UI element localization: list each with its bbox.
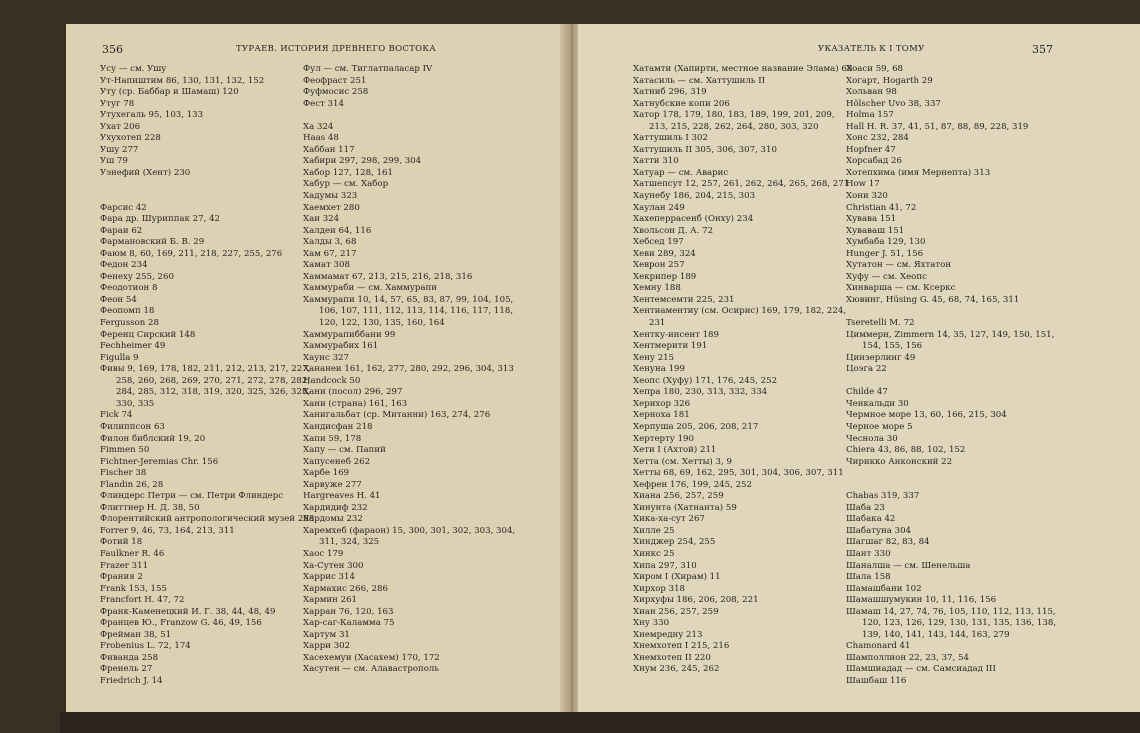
index-entry: Хапусенеб 262 [303,456,371,467]
index-entry: Tseretelli M. 72 [846,318,915,329]
index-entry: Хатор 178, 179, 180, 183, 189, 199, 201, 209, [633,110,835,121]
index-column [846,64,1086,688]
index-entry: Хиром I (Хирам) 11 [633,572,721,583]
index-entry: Хаттушиль II 305, 306, 307, 310 [633,144,777,155]
index-entry: Хорсабад 26 [846,156,902,167]
index-entry: Хольван 98 [846,87,897,98]
index-entry: Фиванда 258 [100,652,159,663]
index-entry: Хинунта (Хатнанта) 59 [633,502,737,513]
index-entry: Ут-Напиштим 86, 130, 131, 132, 152 [100,75,265,86]
index-entry: Хеврон 257 [633,260,685,271]
index-entry: Фараи 62 [100,225,143,236]
index-entry: Хани (страна) 161, 163 [303,398,408,409]
index-entry: Феофраст 251 [303,75,367,86]
index-entry: Халды 3, 68 [303,237,357,248]
index-entry: Хепра 180, 230, 313, 332, 334 [633,387,768,398]
index-entry: Хардидиф 232 [303,502,368,513]
index-entry-continuation: 311, 324, 325 [319,537,380,548]
entry-gap [846,306,1086,318]
index-entry: Хнум 236, 245, 262 [633,664,720,675]
index-entry: Утуг 78 [100,98,135,109]
entry-gap [846,376,1086,388]
index-entry: Хефрен 176, 199, 245, 252 [633,479,752,490]
index-entry: Фаюм 8, 60, 169, 211, 218, 227, 255, 276 [100,248,283,259]
index-entry: Харвуже 277 [303,479,362,490]
index-entry-continuation: 284, 285, 312, 318, 319, 320, 325, 326, 328, [116,387,311,398]
running-head: УКАЗАТЕЛЬ К I ТОМУ [818,44,925,54]
index-entry: Хаммамат 67, 213, 215, 216, 218, 316 [303,271,473,282]
index-entry: Цинзерлинг 49 [846,352,916,363]
index-entry: Хетта (см. Хетты) 3, 9 [633,456,732,467]
index-entry: Хекрипер 189 [633,271,697,282]
index-entry: Черное море 5 [846,421,913,432]
index-entry: Хирхор 318 [633,583,686,594]
index-column [633,64,853,676]
index-entry: Хнемхотеп I 215, 216 [633,641,730,652]
index-entry: Фармановский Б. В. 29 [100,237,205,248]
page-number: 357 [1032,43,1053,56]
index-entry: Францев Ю., Franzow G. 46, 49, 156 [100,618,262,629]
index-entry: Хика-ха-сут 267 [633,514,705,525]
index-entry: Forrer 9, 46, 73, 164, 213, 311 [100,525,235,536]
index-entry: Уш 79 [100,156,128,167]
index-entry: Handcock 50 [303,375,361,386]
index-entry: Ханигальбат (ср. Митанни) 163, 274, 276 [303,410,491,421]
index-entry: Хоаси 59, 68 [846,64,904,74]
index-entry: Циммерн, Zimmern 14, 35, 127, 149, 150, 151, [846,329,1055,340]
index-entry: Хатшепсут 12, 257, 261, 262, 264, 265, 268, 271 [633,179,850,190]
index-entry: Хаттушиль I 302 [633,133,708,144]
index-entry: Шабатуна 304 [846,525,912,536]
index-entry: Хардомы 232 [303,514,363,525]
index-entry: Chabas 319, 337 [846,491,920,502]
index-entry: Шамашбани 102 [846,583,922,594]
index-entry: Хутатон — см. Яхтатон [846,260,952,271]
index-entry: Филиппсон 63 [100,421,165,432]
index-entry: Хаулан 249 [633,202,685,213]
index-entry-continuation: 139, 140, 141, 143, 144, 163, 279 [862,629,1010,640]
entry-gap [100,191,330,203]
index-entry: Фест 314 [303,98,344,109]
index-entry: Хипа 297, 310 [633,560,697,571]
index-entry: Хентку-инсент 189 [633,329,719,340]
index-entry: Хиан 256, 257, 259 [633,606,719,617]
index-entry: Филон библский 19, 20 [100,433,206,444]
index-entry-continuation: 330, 335 [116,398,155,409]
index-entry: Hölscher Uvo 38, 337 [846,98,941,109]
index-entry: Цоэга 22 [846,364,887,375]
index-entry: Хабур — см. Хабор [303,179,389,190]
index-entry: Чеснола 30 [846,433,898,444]
index-entry: Хатуар — см. Аварис [633,167,729,178]
index-column [303,64,565,676]
index-entry: Хети I (Ахтой) 211 [633,445,717,456]
index-column [100,64,330,688]
index-entry: Хапи 59, 178 [303,433,362,444]
index-entry: Фарсис 42 [100,202,147,213]
index-entry: Хаббан 117 [303,144,355,155]
index-entry: Франия 2 [100,572,143,583]
entry-gap [846,480,1086,492]
index-entry: Fichtner-Jeremias Chr. 156 [100,456,219,467]
index-entry: Хасехемуи (Хасахем) 170, 172 [303,652,440,663]
running-head: ТУРАЕВ. ИСТОРИЯ ДРЕВНЕГО ВОСТОКА [236,44,437,54]
index-entry: Херноха 181 [633,410,690,421]
index-entry: Хвольсон Д. А. 72 [633,225,714,236]
index-entry-continuation: 106, 107, 111, 112, 113, 114, 116, 117, 118, [319,306,514,317]
index-entry: Шамполлион 22, 23, 37, 54 [846,652,969,663]
index-entry-continuation: 231 [649,318,666,329]
index-entry: Утухегаль 95, 103, 133 [100,110,204,121]
index-entry: Holma 157 [846,110,894,121]
index-entry: Childe 47 [846,387,888,398]
index-entry: Hunger J. 51, 156 [846,248,924,259]
index-entry: Хинкс 25 [633,548,675,559]
index-entry: Хандисфан 218 [303,421,373,432]
index-entry: Херпуша 205, 206, 208, 217 [633,421,759,432]
index-entry: Шамшиадад — см. Самсиадад III [846,664,996,675]
index-entry: Хуфу — см. Хеопс [846,271,927,282]
index-entry: Хаммураби — см. Хаммурапи [303,283,437,294]
index-entry: Fick 74 [100,410,133,421]
index-entry: Чермное море 13, 60, 166, 215, 304 [846,410,1007,421]
page-edge [60,712,1140,733]
index-entry: Харри 302 [303,641,351,652]
index-entry: Хебсед 197 [633,237,684,248]
index-entry: Хену 215 [633,352,675,363]
index-entry: Херихор 326 [633,398,691,409]
index-entry: Уэнефий (Хент) 230 [100,167,191,178]
entry-gap [846,468,1086,480]
index-entry: How 17 [846,179,880,190]
index-entry: Хинварша — см. Ксеркс [846,283,956,294]
index-entry: Феопомп 18 [100,306,155,317]
index-entry: Hall H. R. 37, 41, 51, 87, 88, 89, 228, 319 [846,121,1029,132]
index-entry: Хам 67, 217 [303,248,357,259]
index-entry: Шамаш 14, 27, 74, 76, 105, 110, 112, 113, 115, [846,606,1056,617]
index-entry: Фотий 18 [100,537,143,548]
index-entry: Шаба 23 [846,502,885,513]
index-entry: Ха-Сутен 300 [303,560,364,571]
index-entry: Хотепхима (имя Мернепта) 313 [846,167,991,178]
index-entry: Хуваваш 151 [846,225,905,236]
index-entry: Халдеи 64, 116 [303,225,372,236]
index-entry: Хертерту 190 [633,433,694,444]
index-entry: Феодотион 8 [100,283,158,294]
index-entry: Хармин 261 [303,595,358,606]
index-entry: Шант 330 [846,548,891,559]
index-entry: Хумбаба 129, 130 [846,237,926,248]
index-entry: Чирикко Анконский 22 [846,456,953,467]
entry-gap [100,179,330,191]
index-entry: Флорентийский антропологический музей 208 [100,514,315,525]
index-entry: Шала 158 [846,572,891,583]
index-entry: Хаи 324 [303,214,340,225]
index-entry: Хамат 308 [303,260,350,271]
index-entry: Frank 153, 155 [100,583,167,594]
index-entry: Хювинг, Hüsing G. 45, 68, 74, 165, 311 [846,294,1020,305]
index-entry: Chiera 43, 86, 88, 102, 152 [846,445,966,456]
index-entry: Хаммурапи 10, 14, 57, 65, 83, 87, 99, 104, 105, [303,294,514,305]
index-entry: Фуфмосис 258 [303,87,369,98]
index-entry: Хатниб 296, 319 [633,87,707,98]
right-page [578,24,1140,714]
index-entry: Хеопс (Хуфу) 171, 176, 245, 252 [633,375,778,386]
index-entry: Ха 324 [303,121,334,132]
index-entry: Хувава 151 [846,214,897,225]
index-entry: Фрейман 38, 51 [100,629,172,640]
index-entry: Хабор 127, 128, 161 [303,167,393,178]
index-entry: Хадумы 323 [303,191,358,202]
index-entry: Хнемредну 213 [633,629,703,640]
index-entry: Flandin 26, 28 [100,479,164,490]
index-entry: Ухат 206 [100,121,141,132]
index-entry-continuation: 120, 123, 126, 129, 130, 131, 135, 136, 138, [862,618,1057,629]
index-entry: Friedrich J. 14 [100,675,163,686]
index-entry: Хетты 68, 69, 162, 295, 301, 304, 306, 307, 311 [633,468,844,479]
index-entry: Хнемхотеп II 220 [633,652,711,663]
index-entry: Ченкальди 30 [846,398,909,409]
index-entry: Хартум 31 [303,629,350,640]
index-entry-continuation: 120, 122, 130, 135, 160, 164 [319,318,445,329]
index-entry: Хананеи 161, 162, 277, 280, 292, 296, 304, 313 [303,364,514,375]
index-entry: Харрис 314 [303,572,355,583]
index-entry: Frazer 311 [100,560,149,571]
index-entry: Хилле 25 [633,525,675,536]
index-entry: Хаммурабих 161 [303,341,379,352]
index-entry: Хентиаментиу (см. Осирис) 169, 179, 182, 224, [633,306,847,317]
index-entry: Хентемсемти 225, 231 [633,294,735,305]
index-entry: Hopfner 47 [846,144,896,155]
index-entry-continuation: 154, 155, 156 [862,341,923,352]
index-entry: Флиттнер Н. Д. 38, 50 [100,502,200,513]
index-entry: Хаос 179 [303,548,344,559]
index-entry: Хемну 188 [633,283,681,294]
index-entry: Хар-саг-Каламма 75 [303,618,395,629]
index-entry: Хиана 256, 257, 259 [633,491,724,502]
index-entry: Федон 234 [100,260,148,271]
index-entry: Харран 76, 120, 163 [303,606,394,617]
page-number: 356 [102,43,123,56]
index-entry-continuation: 258, 260, 268, 269, 270, 271, 272, 278, 282, [116,375,311,386]
index-entry: Феон 54 [100,294,137,305]
index-entry: Хну 330 [633,618,670,629]
index-entry-continuation: 213, 215, 228, 262, 264, 280, 303, 320 [649,121,819,132]
index-entry: Фенеху 255, 260 [100,271,174,282]
index-entry: Уту (ср. Баббар и Шамаш) 120 [100,87,239,98]
index-entry: Хеви 289, 324 [633,248,696,259]
index-entry: Хахеперрасенб (Онху) 234 [633,214,754,225]
index-entry: Хирхуфы 186, 206, 208, 221 [633,595,759,606]
index-entry: Hargreaves H. 41 [303,491,381,502]
index-entry: Хонс 232, 284 [846,133,909,144]
index-entry: Ференц Сирский 148 [100,329,196,340]
index-entry: Хабири 297, 298, 299, 304 [303,156,422,167]
index-entry: Хони 320 [846,191,888,202]
index-entry: Fergusson 28 [100,318,159,329]
index-entry: Харемхеб (фараон) 15, 300, 301, 302, 303, 304, [303,525,516,536]
index-entry: Хани (посол) 296, 297 [303,387,403,398]
index-entry: Хармахис 266, 286 [303,583,388,594]
entry-gap [303,110,565,122]
index-entry: Ухухотеп 228 [100,133,161,144]
index-entry: Хогарт, Hogarth 29 [846,75,933,86]
index-entry: Faulkner R. 46 [100,548,165,559]
index-entry: Шашбаш 116 [846,675,907,686]
index-entry: Ушу 277 [100,144,139,155]
index-entry: Хентмерити 191 [633,341,708,352]
index-entry: Хатти 310 [633,156,679,167]
index-entry: Фул — см. Тиглатпаласар IV [303,64,433,74]
index-entry: Флиндерс Петри — см. Петри Флиндерс [100,491,284,502]
index-entry: Шаналша — см. Шенельша [846,560,971,571]
index-entry: Figulla 9 [100,352,139,363]
index-entry: Хатасиль — см. Хаттушиль II [633,75,765,86]
index-entry: Хатнубские копи 206 [633,98,730,109]
index-entry: Хаммурапиббани 99 [303,329,396,340]
index-entry: Haas 48 [303,133,339,144]
index-entry: Frobenius L. 72, 174 [100,641,191,652]
index-entry: Хапу — см. Папий [303,445,386,456]
index-entry: Усу — см. Ушу [100,64,167,74]
index-entry: Шабака 42 [846,514,896,525]
index-entry: Фара др. Шуриппак 27, 42 [100,214,220,225]
index-entry: Хаунебу 186, 204, 215, 303 [633,191,756,202]
index-entry: Хасутен — см. Алавастрополь [303,664,440,675]
index-entry: Хатамти (Хапирти, местное название Элама) 68 [633,64,853,74]
index-entry: Хаунс 327 [303,352,349,363]
index-entry: Харбе 169 [303,468,350,479]
index-entry: Франк-Каменецкий И. Г. 38, 44, 48, 49 [100,606,276,617]
index-entry: Фивы 9, 169, 178, 182, 211, 212, 213, 217, 227, [100,364,311,375]
left-page [66,24,566,714]
index-entry: Френель 27 [100,664,153,675]
index-entry: Fechheimer 49 [100,341,166,352]
index-entry: Шагшаг 82, 83, 84 [846,537,930,548]
index-entry: Francfort H. 47, 72 [100,595,185,606]
index-entry: Хаемхет 280 [303,202,360,213]
index-entry: Christian 41, 72 [846,202,917,213]
index-entry: Хинджер 254, 255 [633,537,716,548]
index-entry: Шамашшумукин 10, 11, 116, 156 [846,595,997,606]
index-entry: Хенуна 199 [633,364,685,375]
index-entry: Fischer 38 [100,468,147,479]
index-entry: Chamonard 41 [846,641,911,652]
index-entry: Fimmen 50 [100,445,150,456]
